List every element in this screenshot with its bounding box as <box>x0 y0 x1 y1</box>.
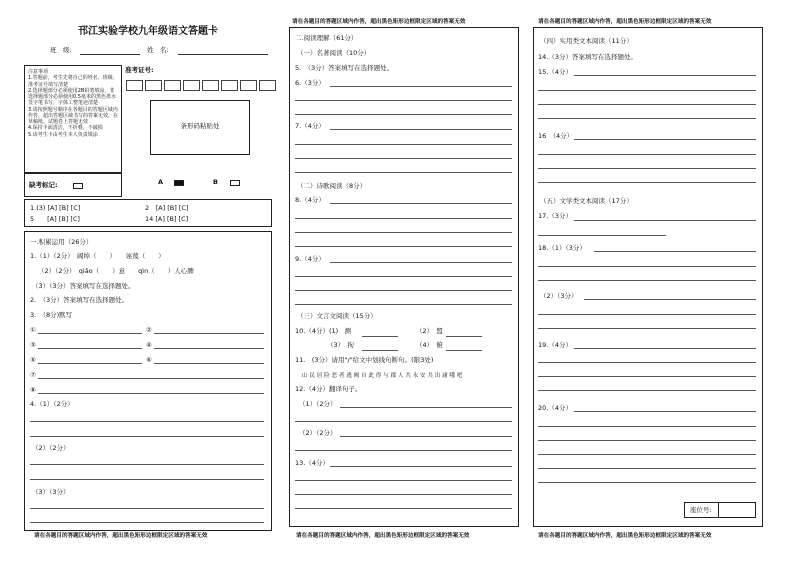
memo-7-label: ⑦ <box>30 371 36 379</box>
answer-line[interactable] <box>362 350 398 351</box>
paper-b-label: B <box>213 178 218 186</box>
memo-1-label: ① <box>30 326 36 334</box>
q10-3: （3） 拘 <box>327 341 354 349</box>
answer-line[interactable] <box>538 118 756 119</box>
q4-1: 4.（1）（2分） <box>30 400 74 408</box>
memo-2-label: ② <box>146 326 152 334</box>
choice-q5[interactable] <box>30 216 80 224</box>
q18-2: （2）（3分） <box>540 292 578 300</box>
answer-line[interactable] <box>538 314 756 315</box>
sub2-title: （二）诗歌阅读（8分） <box>297 182 367 190</box>
q11: 11. (3分）请用"/"给文中划线句断句。(限3处) <box>295 356 434 364</box>
q12: 12.（4分）翻译句子。 <box>295 385 362 393</box>
answer-line[interactable] <box>30 436 264 437</box>
answer-line[interactable] <box>295 276 512 277</box>
barcode-area <box>150 100 250 155</box>
name-label: 姓 名: <box>147 46 169 54</box>
top-warning-2: 请在各题目的答题区域内作答，超出黑色矩形边框限定区域的答案无效 <box>292 19 466 25</box>
answer-line[interactable] <box>295 232 512 233</box>
bottom-warning-2: 请在各题目的答题区域内作答，超出黑色矩形边框限定区域的答案无效 <box>296 533 470 539</box>
memo-3-line[interactable] <box>38 348 142 349</box>
answer-line[interactable] <box>538 168 756 169</box>
answer-line[interactable] <box>295 114 512 115</box>
choice-q14-options[interactable]: [A] [B] [C] <box>155 215 189 223</box>
answer-line[interactable] <box>295 158 512 159</box>
exam-no-boxes[interactable] <box>126 80 276 91</box>
q13: 13.（4分） <box>295 459 329 467</box>
answer-line[interactable] <box>446 336 482 337</box>
memo-8-label: ⑧ <box>30 386 36 394</box>
answer-line[interactable] <box>538 482 756 483</box>
paper-b-mark[interactable] <box>230 180 240 186</box>
memo-1-line[interactable] <box>38 333 142 334</box>
choice-q2-label: 2 <box>145 204 150 212</box>
memo-5-label: ⑤ <box>30 356 36 364</box>
q1-3: （3）（3分）答案填写在选择题处。 <box>32 282 135 290</box>
answer-line[interactable] <box>538 280 756 281</box>
q1-2[interactable]: （2）（2分） qiǎo（ ）意 qìn（ ）人心脾 <box>38 267 194 275</box>
missing-box <box>24 173 122 197</box>
choice-q5-label: 5 <box>30 215 35 223</box>
sub1-title: （一）名著阅读（10分） <box>297 49 371 57</box>
answer-line[interactable] <box>330 466 512 467</box>
sub4-title: （四）实用类文本阅读（11分） <box>540 37 633 45</box>
exam-no-label: 准考证号: <box>125 66 154 74</box>
missing-label: 缺考标记: <box>29 181 58 189</box>
answer-line[interactable] <box>594 251 756 252</box>
q10-2: （2） 盟 <box>416 327 443 335</box>
class-label: 班 级: <box>50 46 72 54</box>
answer-line[interactable] <box>330 203 512 204</box>
answer-line[interactable] <box>538 440 756 441</box>
q2: 2. （3分）答案填写在选择题处。 <box>30 296 129 304</box>
column2-box <box>289 27 519 527</box>
q7: 7.（4分） <box>295 122 325 130</box>
class-field[interactable] <box>80 54 140 55</box>
q19: 19.（4分） <box>538 341 572 349</box>
answer-line[interactable] <box>574 411 756 412</box>
answer-line[interactable] <box>538 454 756 455</box>
q15: 15.（4分） <box>538 68 572 76</box>
answer-line[interactable] <box>295 508 512 509</box>
name-field[interactable] <box>178 54 268 55</box>
answer-line[interactable] <box>574 220 756 221</box>
q8: 8.（4分） <box>295 196 325 204</box>
section1-title: 一.积累运用（26分） <box>30 238 93 246</box>
page-title: 邗江实验学校九年级语文答题卡 <box>78 26 218 37</box>
memo-5-line[interactable] <box>38 363 142 364</box>
q10-1: 10.（4分）(1) 测 <box>295 327 352 335</box>
choice-q14-label: 14 <box>145 215 154 223</box>
q3: 3. （8分)默写 <box>30 311 73 319</box>
choice-q1[interactable] <box>30 205 80 213</box>
missing-mark[interactable] <box>73 183 83 189</box>
memo-2-line[interactable] <box>154 333 264 334</box>
choice-q1-label: 1.(3) <box>30 204 46 212</box>
memo-4-line[interactable] <box>154 348 264 349</box>
answer-line[interactable] <box>538 328 756 329</box>
answer-line[interactable] <box>30 421 264 422</box>
q9: 9.（4分） <box>295 255 325 263</box>
memo-8-line[interactable] <box>38 393 264 394</box>
choice-q1-options[interactable]: [A] [B] [C] <box>47 204 81 212</box>
q14: 14.（3分）答案填写在选择题处。 <box>538 53 637 61</box>
answer-line[interactable] <box>295 218 512 219</box>
top-warning-3: 请在各题目的答题区域内作答，超出黑色矩形边框限定区域的答案无效 <box>538 19 712 25</box>
choice-q14[interactable] <box>145 216 188 224</box>
answer-line[interactable] <box>330 262 512 263</box>
answer-line[interactable] <box>574 75 756 76</box>
answer-line[interactable] <box>330 86 512 87</box>
answer-line[interactable] <box>295 304 512 305</box>
answer-line[interactable] <box>295 480 512 481</box>
answer-line[interactable] <box>295 144 512 145</box>
q4-2: （2）（2分） <box>32 444 70 452</box>
choice-q5-options[interactable]: [A] [B] [C] <box>47 215 80 223</box>
answer-line[interactable] <box>295 172 512 173</box>
answer-line[interactable] <box>340 436 512 437</box>
q12-1: （1）（2分） <box>299 400 337 408</box>
answer-line[interactable] <box>538 426 756 427</box>
answer-line[interactable] <box>340 407 512 408</box>
answer-line[interactable] <box>295 246 512 247</box>
answer-line[interactable] <box>538 104 756 105</box>
choice-q2-options[interactable]: [A] [B] [C] <box>155 204 189 212</box>
memo-6-label: ⑥ <box>146 356 152 364</box>
q4-3: （3）（3分） <box>32 488 70 496</box>
column3-box <box>533 27 763 527</box>
q12-2: （2）（2分） <box>299 429 337 437</box>
q10-4: （4） 俯 <box>416 341 443 349</box>
answer-line[interactable] <box>574 348 756 349</box>
q1-1[interactable]: 1.（1）（2分） 阔绰（ ） 诬蔑（ ） <box>30 252 165 260</box>
sub3-title: （三）文言文阅读（15分） <box>297 312 377 320</box>
answer-line[interactable] <box>538 376 756 377</box>
q20: 20.（4分） <box>538 404 572 412</box>
memo-7-line[interactable] <box>38 378 264 379</box>
section1-box <box>24 231 272 531</box>
seat-divider <box>718 503 719 517</box>
q11-passage[interactable]: 山 民 居 险 恶 者 逃 阙 自 此 得 与 郡 人 共 永 安 共 出 庸 哦 吧 <box>302 373 463 379</box>
choice-box <box>24 199 272 227</box>
paper-a-mark[interactable] <box>174 180 184 186</box>
answer-line[interactable] <box>446 350 482 351</box>
memo-6-line[interactable] <box>154 363 264 364</box>
answer-line[interactable] <box>295 421 512 422</box>
answer-line[interactable] <box>538 390 756 391</box>
choice-q2[interactable] <box>145 205 188 213</box>
section2-title: 二.阅读理解（61分） <box>295 34 358 42</box>
answer-line[interactable] <box>330 129 512 130</box>
q18-1: 18.（1）（3分） <box>538 244 586 252</box>
answer-line[interactable] <box>362 336 398 337</box>
answer-line[interactable] <box>538 468 756 469</box>
answer-line[interactable] <box>584 299 756 300</box>
sub5-title: （五）文学类文本阅读（17分） <box>540 197 633 205</box>
notes-box <box>24 65 122 173</box>
notes-text: 注意事项 1.答题前，考生先将自己的姓名、班级、准考证号填写清楚 2.选择题部分必须使用2B铅笔填涂，非选择题部分必须使用0.5毫米的黑色墨水签字笔书写，字体工整笔迹清楚 3.请按照题号顺序在各题目的答题区域内作答，超出答题区域书写的答案无效，在草稿纸、试题卷上答题无效 4.保持卡面清洁，不折叠，不破损 5.该考生卡由考生本人负责填涂 <box>28 69 119 138</box>
answer-line[interactable] <box>574 139 756 140</box>
barcode-label: 条形码粘贴处 <box>180 122 220 130</box>
answer-line[interactable] <box>295 290 512 291</box>
q6: 6.（3分） <box>295 79 325 87</box>
q5: 5. （3分）答案填写在选择题处。 <box>295 64 394 72</box>
bottom-warning-3: 请在各题目的答题区域内作答，超出黑色矩形边框限定区域的答案无效 <box>538 533 712 539</box>
bottom-warning-1: 请在各题目的答题区域内作答，超出黑色矩形边框限定区域的答案无效 <box>34 533 208 539</box>
memo-3-label: ③ <box>30 341 36 349</box>
answer-line[interactable] <box>30 508 264 509</box>
answer-line[interactable] <box>538 235 666 236</box>
answer-line[interactable] <box>538 90 756 91</box>
answer-line[interactable] <box>30 479 264 480</box>
paper-a-label: A <box>158 178 164 186</box>
q16: 16 （4分） <box>538 132 574 140</box>
answer-line[interactable] <box>538 362 756 363</box>
answer-line[interactable] <box>295 494 512 495</box>
answer-line[interactable] <box>538 154 756 155</box>
answer-line[interactable] <box>538 266 756 267</box>
answer-line[interactable] <box>295 450 512 451</box>
seat-box[interactable] <box>684 502 756 518</box>
seat-label: 座位号: <box>690 506 712 514</box>
answer-line[interactable] <box>30 522 264 523</box>
q17: 17.（3分） <box>538 212 572 220</box>
answer-line[interactable] <box>295 100 512 101</box>
answer-line[interactable] <box>538 182 756 183</box>
answer-line[interactable] <box>30 464 264 465</box>
memo-4-label: ④ <box>146 341 152 349</box>
